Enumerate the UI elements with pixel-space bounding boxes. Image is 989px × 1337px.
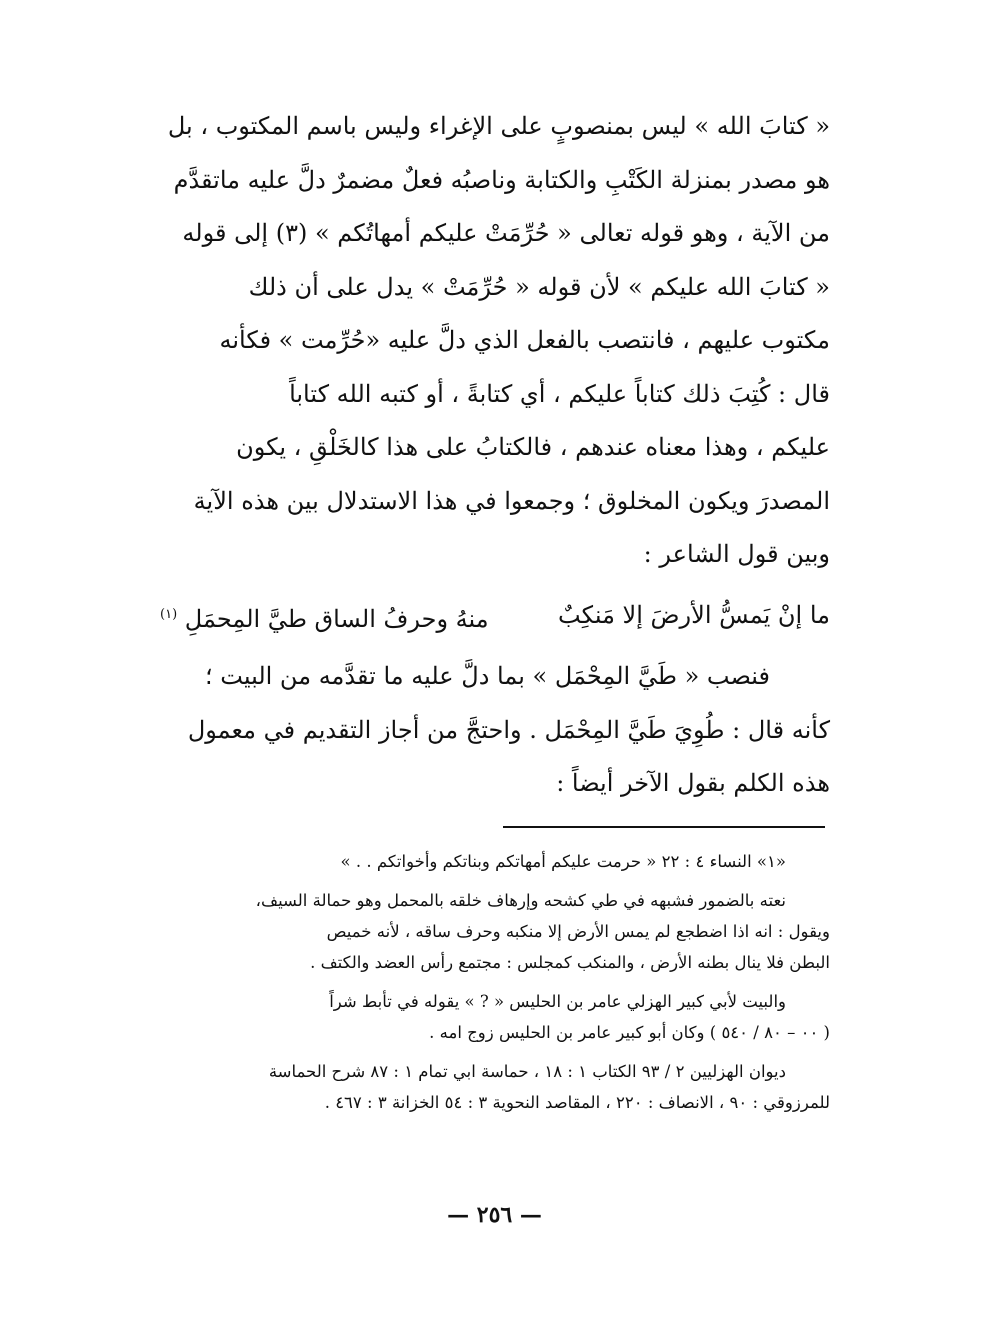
footnotes xyxy=(160,846,830,1126)
main-text xyxy=(160,100,830,582)
footnote-line: البطن فلا ينال بطنه الأرض ، والمنكب كمجلس : مجتمع رأس العضد والكتف . xyxy=(310,953,830,972)
poetry-verse xyxy=(160,590,830,644)
page-number: — ٢٥٦ — xyxy=(447,1202,542,1228)
text-line: كأنه قال : طُوِيَ طَيَّ المِحْمَل . واحتجَّ من أجاز التقديم في معمول xyxy=(187,715,830,744)
text-line: هذه الكلم بقول الآخر أيضاً : xyxy=(556,769,830,797)
text-line: مكتوب عليهم ، فانتصب بالفعل الذي دلَّ عليه «حُرِّمت » فكأنه xyxy=(219,326,830,354)
text-line: قال : كُتِبَ ذلك كتاباً عليكم ، أي كتابةً ، أو كتبه الله كتاباً xyxy=(289,379,830,408)
footnote-line: ديوان الهزليين ٢ / ٩٣ الكتاب ١ : ١٨ ، حماسة ابي تمام ١ : ٨٧ شرح الحماسة xyxy=(268,1062,786,1081)
text-line: هو مصدر بمنزلة الكَتْبِ والكتابة وناصبُه فعلٌ مضمرٌ دلَّ عليه ماتقدَّم xyxy=(173,165,830,194)
footnote-4 xyxy=(160,1056,830,1118)
footnote-3 xyxy=(160,986,830,1048)
text-line: من الآية ، وهو قوله تعالى « حُرِّمَتْ عليكم أمهاتُكم » (٣) إلى قوله xyxy=(182,219,830,247)
footnote-line: للمرزوقي : ٩٠ ، الانصاف : ٢٢٠ ، المقاصد النحوية ٣ : ٥٤ الخزانة ٣ : ٤٦٧ . xyxy=(324,1093,830,1112)
verse-second-hemistich-text: منهُ وحرفُ الساق طيَّ المِحمَلِ xyxy=(184,605,489,633)
text-line: عليكم ، وهذا معناه عندهم ، فالكتابُ على هذا كالخَلْقِ ، يكون xyxy=(236,433,830,461)
text-line: فنصب « طَيَّ المِحْمَل » بما دلَّ عليه ما تقدَّمه من البيت ؛ xyxy=(205,662,770,690)
text-line: « كتابَ الله » ليس بمنصوبٍ على الإغراء وليس باسم المكتوب ، بل xyxy=(167,112,830,140)
post-verse-text xyxy=(160,650,830,811)
footnote-marker: (١) xyxy=(160,607,178,622)
verse-second-hemistich xyxy=(160,590,489,644)
footnote-1: «١» النساء ٤ : ٢٢ « حرمت عليكم أمهاتكم وبناتكم وأخواتكم . . » xyxy=(340,852,786,871)
verse-first-hemistich: ما إنْ يَمسُّ الأرضَ إلا مَنكِبٌ xyxy=(558,601,830,629)
text-line: المصدرَ ويكون المخلوق ؛ وجمعوا في هذا الاستدلال بين هذه الآية xyxy=(193,486,830,515)
footnote-separator xyxy=(503,826,825,828)
footnote-line: ويقول : انه اذا اضطجع لم يمس الأرض إلا منكبه وحرف ساقه ، لأنه خميص xyxy=(326,922,830,941)
text-line: وبين قول الشاعر : xyxy=(643,540,830,568)
footnote-line: ( ٠٠ – ٨٠ / ٥٤٠ ) وكان أبو كبير عامر بن الحليس زوج امه . xyxy=(429,1023,830,1042)
footnote-line: نعته بالضمور فشبهه في طي كشحه وإرهاف خلقه بالمحمل وهو حمالة السيف، xyxy=(255,891,786,910)
text-line: « كتابَ الله عليكم » لأن قوله « حُرِّمَتْ » يدل على أن ذلك xyxy=(248,272,830,301)
footnote-line: والبيت لأبي كبير الهزلي عامر بن الحليس « ? » يقوله في تأبط شراً xyxy=(329,992,786,1011)
footnote-2 xyxy=(160,885,830,978)
